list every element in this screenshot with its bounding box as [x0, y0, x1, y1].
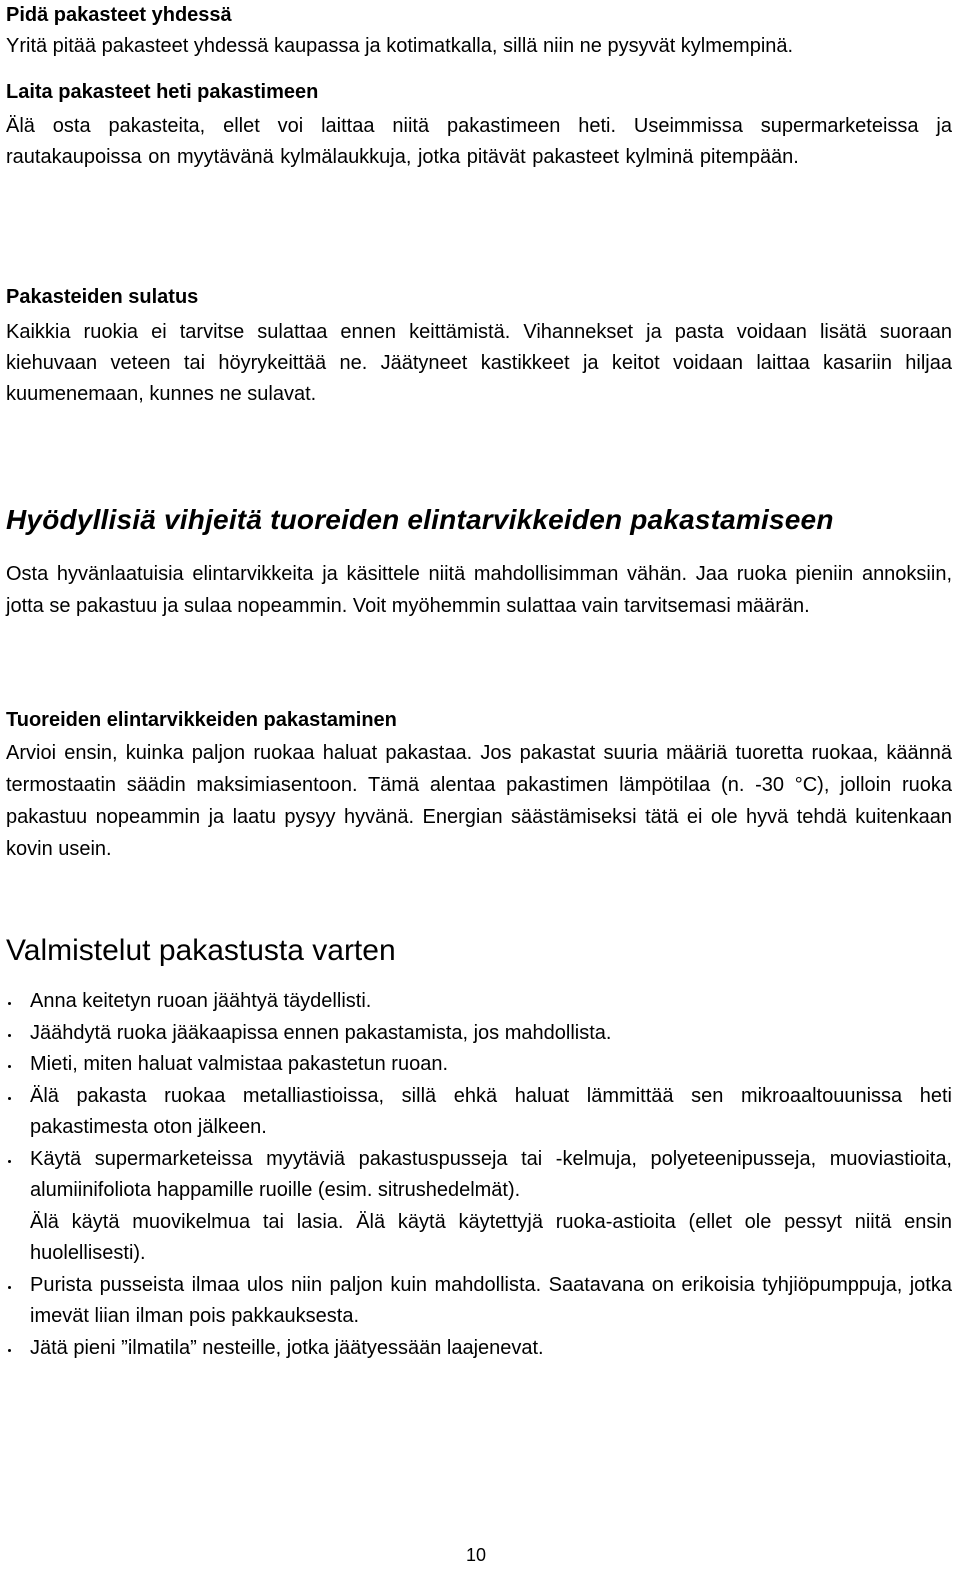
- section-paragraph: Älä osta pakasteita, ellet voi laittaa niitä pakastimeen heti. Useimmissa supermarketeissa ja rautakaupoissa on myytävänä kylmälaukkuja, jotka pitävät pakasteet kylminä pitempään.: [6, 115, 952, 168]
- list-item-text: Älä pakasta ruokaa metalliastioissa, sillä ehkä haluat lämmittää sen mikroaaltouunissa heti pakastimesta oton jälkeen.: [30, 1084, 952, 1138]
- list-item-text: Anna keitetyn ruoan jäähtyä täydellisti.: [30, 990, 372, 1012]
- list-item: [6, 1049, 952, 1081]
- section-heading: Pakasteiden sulatus: [6, 286, 199, 308]
- section-heading: Laita pakasteet heti pakastimeen: [6, 81, 319, 103]
- section-put-in-freezer: [6, 79, 952, 173]
- list-item-text: Purista pusseista ilmaa ulos niin paljon kuin mahdollista. Saatavana on erikoisia tyhjiöpumppuja, jotka imevät liian ilman pois pakkauksesta.: [30, 1273, 952, 1327]
- list-item: [6, 1018, 952, 1050]
- prep-bullet-list: [6, 986, 952, 1364]
- list-item-text: Jätä pieni ”ilmatila” nesteille, jotka jäätyessään laajenevat.: [30, 1336, 544, 1359]
- list-item: [6, 1144, 952, 1270]
- section-heading: Pidä pakasteet yhdessä: [6, 4, 232, 26]
- list-item-text: Käytä supermarketeissa myytäviä pakastuspusseja tai -kelmuja, polyeteenipusseja, muoviastioita, alumiinifoliota happamille ruoille (esim. sitrushedelmät).: [30, 1147, 952, 1201]
- list-item-subtext: Älä käytä muovikelmua tai lasia. Älä käytä käytettyjä ruoka-astioita (ellet ole pessyt niitä ensin huolellisesti).: [30, 1210, 952, 1264]
- list-item: [6, 1081, 952, 1144]
- list-item-text: Mieti, miten haluat valmistaa pakastetun ruoan.: [30, 1053, 448, 1075]
- prep-heading: Valmistelut pakastusta varten: [6, 934, 396, 967]
- list-item-text: Jäähdytä ruoka jääkaapissa ennen pakastamista, jos mahdollista.: [30, 1021, 612, 1044]
- section-thawing: [6, 284, 952, 410]
- list-item: [6, 1333, 952, 1365]
- page-number: 10: [465, 1545, 487, 1565]
- section-fresh-freezing: [6, 707, 952, 865]
- fresh-paragraph: Arvioi ensin, kuinka paljon ruokaa haluat pakastaa. Jos pakastat suuria määriä tuoretta ruokaa, käännä termostaatin säädin maksimiasentoon. Tämä alentaa pakastimen lämpötilaa (n. -30 °C), jolloin ruoka pakastuu nopeammin ja laatu pysyy hyvänä. Energian säästämiseksi tätä ei ole hyvä tehdä kuitenkaan kovin usein.: [6, 742, 952, 860]
- section-paragraph: Yritä pitää pakasteet yhdessä kaupassa ja kotimatkalla, sillä niin ne pysyvät kylmempinä.: [6, 35, 794, 57]
- list-item: [6, 986, 952, 1018]
- section-tips: [6, 503, 952, 622]
- list-item: [6, 1270, 952, 1333]
- tips-heading: Hyödyllisiä vihjeitä tuoreiden elintarvikkeiden pakastamiseen: [6, 504, 834, 535]
- tips-paragraph: Osta hyvänlaatuisia elintarvikkeita ja käsittele niitä mahdollisimman vähän. Jaa ruoka pieniin annoksiin, jotta se pakastuu ja sulaa nopeammin. Voit myöhemmin sulattaa vain tarvitsemasi määrän.: [6, 563, 952, 617]
- section-paragraph: Kaikkia ruokia ei tarvitse sulattaa ennen keittämistä. Vihannekset ja pasta voidaan lisätä suoraan kiehuvaan veteen tai höyrykeittää ne. Jäätyneet kastikkeet ja keitot voidaan laittaa kasariin hiljaa kuumenemaan, kunnes ne sulavat.: [6, 321, 952, 405]
- section-preparation: [6, 933, 952, 1364]
- fresh-heading: Tuoreiden elintarvikkeiden pakastaminen: [6, 709, 397, 731]
- section-keep-together: [6, 2, 952, 62]
